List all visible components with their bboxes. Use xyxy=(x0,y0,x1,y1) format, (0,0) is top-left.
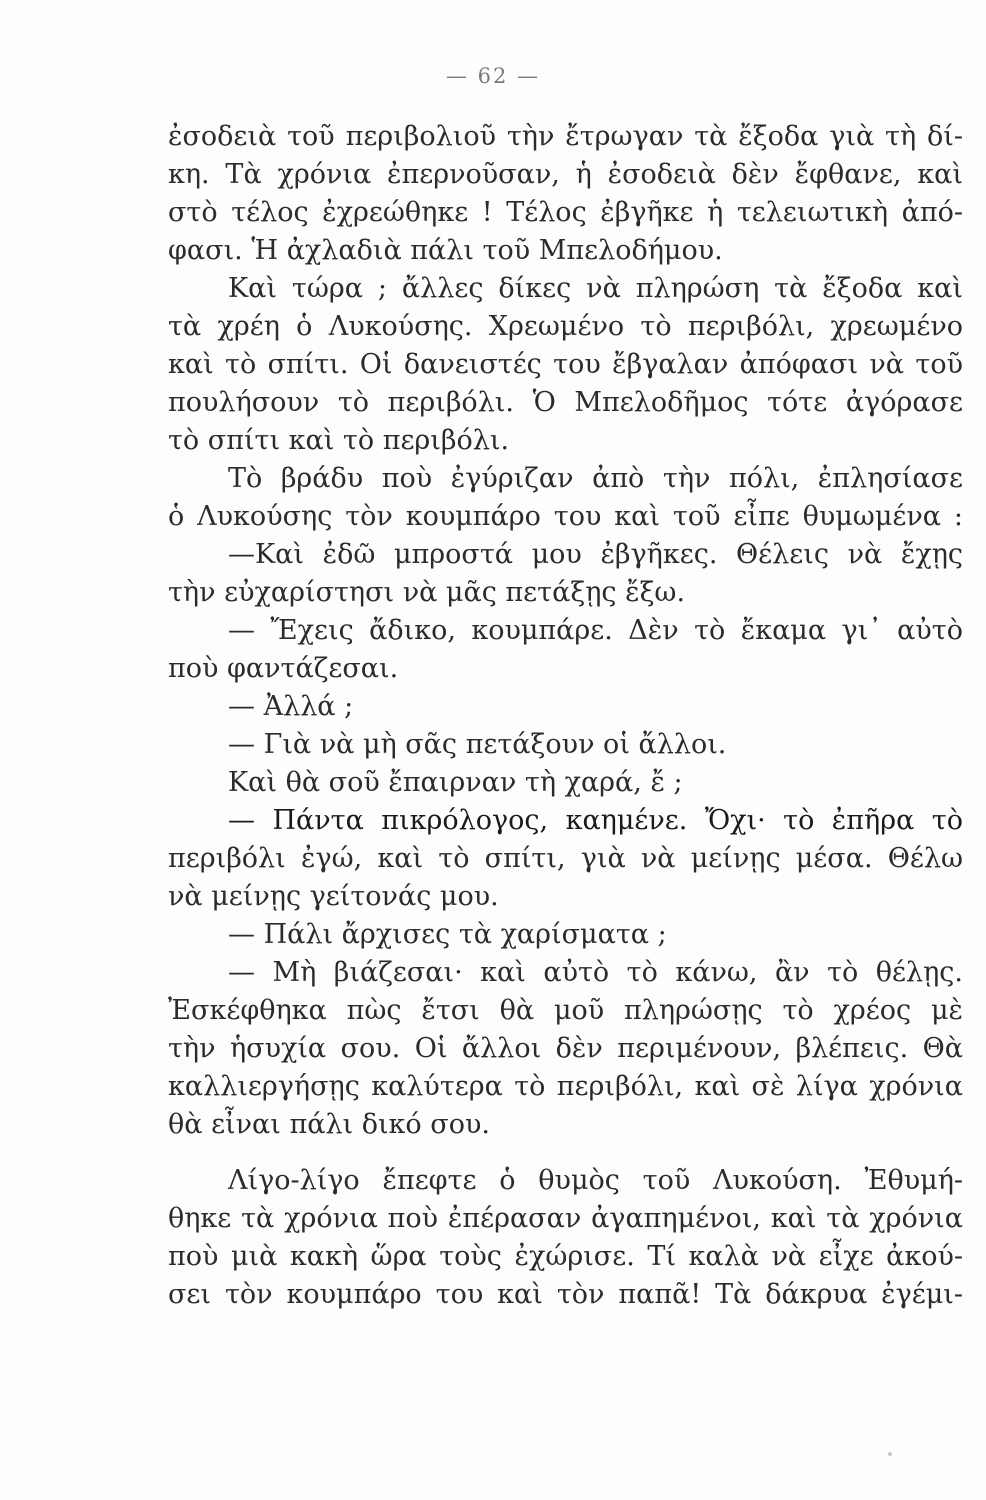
dialogue-line: θὰ εἶναι πάλι δικό σου. xyxy=(168,1109,490,1140)
dialogue-line: — Ἀλλά ; xyxy=(228,691,354,722)
dialogue-line: τὴν εὐχαρίστησι νὰ μᾶς πετάξῃς ἔξω. xyxy=(168,577,686,608)
dialogue-line: Καὶ θὰ σοῦ ἔπαιρναν τὴ χαρά, ἔ ; xyxy=(228,767,683,798)
dialogue-line: περιβόλι ἐγώ, καὶ τὸ σπίτι, γιὰ νὰ μείνῃς μέσα. Θέλω xyxy=(168,843,963,874)
dialogue-line: — Μὴ βιάζεσαι· καὶ αὐτὸ τὸ κάνω, ἂν τὸ θέλῃς. xyxy=(228,957,963,988)
text-line: τὸ σπίτι καὶ τὸ περιβόλι. xyxy=(168,425,510,456)
text-line: θηκε τὰ χρόνια ποὺ ἐπέρασαν ἀγαπημένοι, καὶ τὰ χρόνια xyxy=(168,1203,963,1234)
dialogue-line: — Ἔχεις ἄδικο, κουμπάρε. Δὲν τὸ ἔκαμα γι᾽ αὐτὸ xyxy=(228,615,963,646)
dialogue-line: ποὺ φαντάζεσαι. xyxy=(168,653,399,684)
text-line: κη. Τὰ χρόνια ἐπερνοῦσαν, ἡ ἐσοδειὰ δὲν ἔφθανε, καὶ xyxy=(168,159,963,190)
text-line: ὁ Λυκούσης τὸν κουμπάρο του καὶ τοῦ εἶπε θυμωμένα : xyxy=(168,501,963,532)
dialogue-line: Ἐσκέφθηκα πὼς ἔτσι θὰ μοῦ πληρώσῃς τὸ χρέος μὲ xyxy=(168,995,963,1026)
text-line: στὸ τέλος ἐχρεώθηκε ! Τέλος ἐβγῆκε ἡ τελειωτικὴ ἀπό- xyxy=(168,197,963,228)
dialogue-line: τὴν ἡσυχία σου. Οἱ ἄλλοι δὲν περιμένουν, βλέπεις. Θὰ xyxy=(168,1033,963,1064)
text-line: ποὺ μιὰ κακὴ ὥρα τοὺς ἐχώρισε. Τί καλὰ νὰ εἶχε ἀκού- xyxy=(168,1241,963,1272)
text-line: σει τὸν κουμπάρο του καὶ τὸν παπᾶ! Τὰ δάκρυα ἐγέμι- xyxy=(168,1279,963,1310)
page-number: — 62 — xyxy=(445,64,541,88)
text-line: καὶ τὸ σπίτι. Οἱ δανειστές του ἔβγαλαν ἀπόφασι νὰ τοῦ xyxy=(168,349,963,380)
dialogue-line: καλλιεργήσῃς καλύτερα τὸ περιβόλι, καὶ σὲ λίγα χρόνια xyxy=(168,1071,963,1102)
body-text xyxy=(168,118,963,1314)
text-line: φασι. Ἡ ἀχλαδιὰ πάλι τοῦ Μπελοδήμου. xyxy=(168,235,723,266)
print-speck xyxy=(888,1452,892,1456)
text-line: Λίγο-λίγο ἔπεφτε ὁ θυμὸς τοῦ Λυκούση. Ἐθυμή- xyxy=(228,1165,963,1196)
text-line: Τὸ βράδυ ποὺ ἐγύριζαν ἀπὸ τὴν πόλι, ἐπλησίασε xyxy=(228,463,963,494)
dialogue-line: —Καὶ ἐδῶ μπροστά μου ἐβγῆκες. Θέλεις νὰ ἔχῃς xyxy=(228,539,963,570)
text-line: πουλήσουν τὸ περιβόλι. Ὁ Μπελοδῆμος τότε ἀγόρασε xyxy=(168,387,963,418)
dialogue-line: — Γιὰ νὰ μὴ σᾶς πετάξουν οἱ ἄλλοι. xyxy=(228,729,727,760)
dialogue-line: — Πάντα πικρόλογος, καημένε. Ὄχι· τὸ ἐπῆρα τὸ xyxy=(228,805,963,836)
dialogue-line: — Πάλι ἄρχισες τὰ χαρίσματα ; xyxy=(228,919,667,950)
text-line: ἐσοδειὰ τοῦ περιβολιοῦ τὴν ἔτρωγαν τὰ ἔξοδα γιὰ τὴ δί- xyxy=(168,121,963,152)
text-line: τὰ χρέη ὁ Λυκούσης. Χρεωμένο τὸ περιβόλι, χρεωμένο xyxy=(168,311,963,342)
text-line: Καὶ τώρα ; ἄλλες δίκες νὰ πληρώση τὰ ἔξοδα καὶ xyxy=(228,273,963,304)
dialogue-line: νὰ μείνῃς γείτονάς μου. xyxy=(168,881,499,912)
